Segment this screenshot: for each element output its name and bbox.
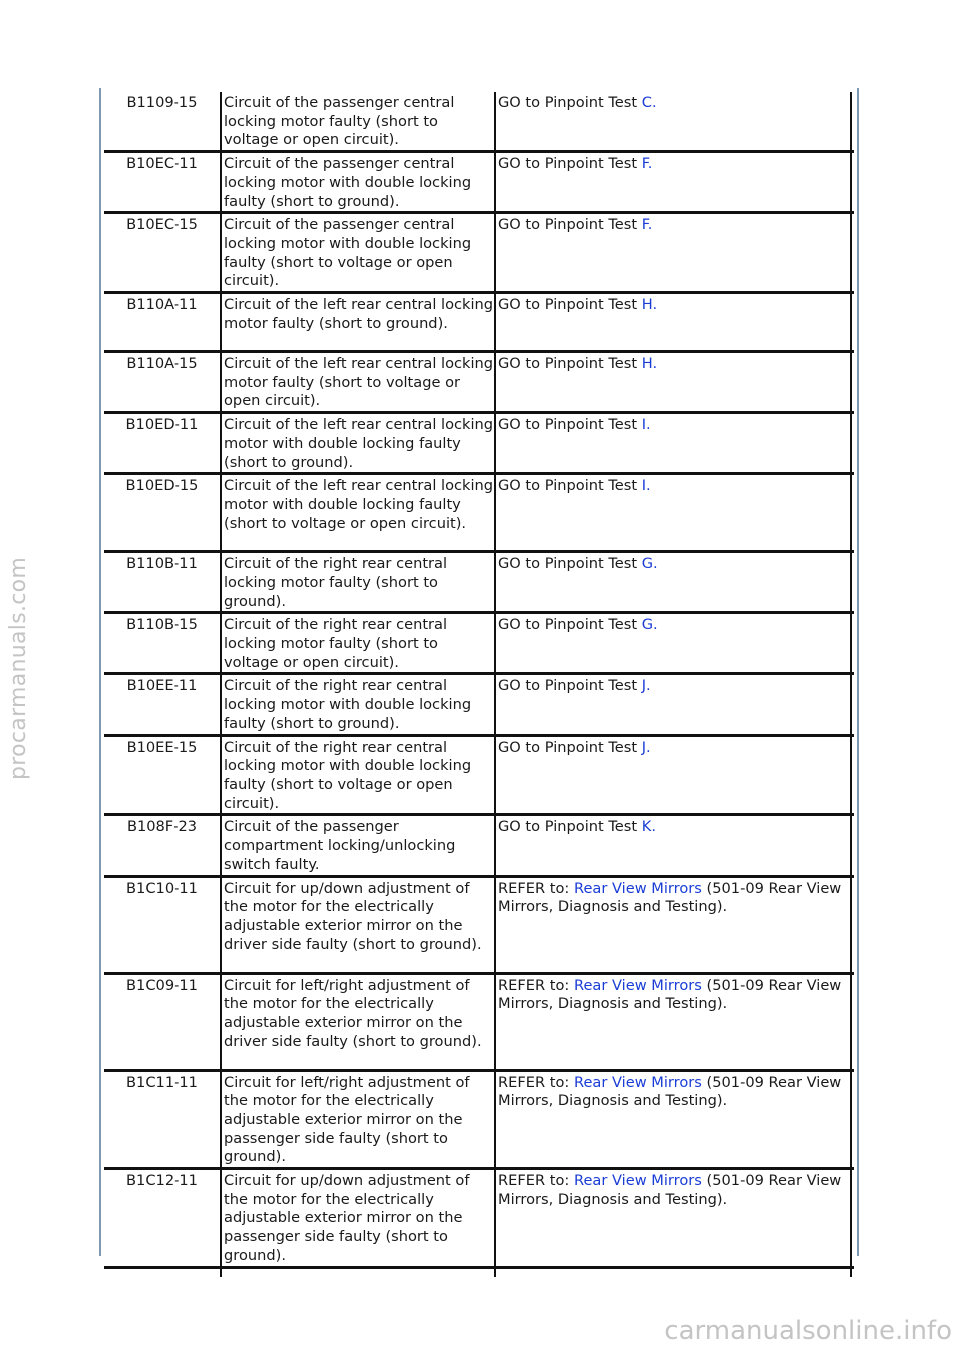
dtc-action (495, 413, 851, 474)
dtc-code: B1C10-11 (104, 876, 221, 973)
dtc-row (104, 674, 854, 735)
dtc-description: Circuit of the right rear central locking motor faulty (short to ground). (221, 552, 495, 613)
dtc-description: Circuit of the left rear central locking motor with double locking faulty (short to ground). (221, 413, 495, 474)
dtc-action (495, 1169, 851, 1268)
tail-cell (495, 1267, 851, 1277)
page-frame-right (857, 88, 859, 1256)
dtc-row (104, 735, 854, 815)
dtc-description: Circuit of the left rear central locking motor faulty (short to ground). (221, 293, 495, 352)
dtc-action (495, 674, 851, 735)
dtc-action (495, 213, 851, 293)
dtc-row (104, 973, 854, 1070)
action-text: REFER to: (498, 1172, 574, 1190)
dtc-row (104, 613, 854, 674)
pinpoint-test-link[interactable]: H. (641, 296, 658, 314)
dtc-row (104, 92, 854, 152)
row-right-border (851, 613, 854, 674)
row-right-border (851, 293, 854, 352)
dtc-code: B10EC-15 (104, 213, 221, 293)
action-text: GO to Pinpoint Test (498, 818, 642, 836)
dtc-code: B10EE-11 (104, 674, 221, 735)
dtc-code: B108F-23 (104, 815, 221, 876)
pinpoint-test-link[interactable]: I. (641, 477, 651, 495)
pinpoint-test-link[interactable]: Rear View Mirrors (573, 1073, 702, 1091)
row-right-border (851, 552, 854, 613)
dtc-action (495, 815, 851, 876)
dtc-action (495, 552, 851, 613)
action-text: REFER to: (498, 1073, 574, 1091)
dtc-code: B1109-15 (104, 92, 221, 152)
dtc-row (104, 1070, 854, 1169)
action-text-suffix: (501-09 Rear View Mirrors, Diagnosis and Testing). (498, 879, 842, 916)
dtc-row (104, 876, 854, 973)
action-text-suffix: (501-09 Rear View Mirrors, Diagnosis and Testing). (498, 1073, 842, 1110)
dtc-action (495, 735, 851, 815)
action-text: GO to Pinpoint Test (498, 216, 642, 234)
pinpoint-test-link[interactable]: K. (641, 818, 656, 836)
row-right-border (851, 474, 854, 552)
pinpoint-test-link[interactable]: J. (641, 677, 651, 695)
dtc-action (495, 92, 851, 152)
row-right-border (851, 352, 854, 413)
action-text: GO to Pinpoint Test (498, 477, 642, 495)
dtc-row (104, 815, 854, 876)
pinpoint-test-link[interactable]: Rear View Mirrors (573, 879, 702, 897)
row-right-border (851, 413, 854, 474)
dtc-description: Circuit for up/down adjustment of the motor for the electrically adjustable exterior mirror on the passenger side faulty (short to ground). (221, 1169, 495, 1268)
row-right-border (851, 735, 854, 815)
pinpoint-test-link[interactable]: F. (641, 216, 653, 234)
dtc-description: Circuit for up/down adjustment of the motor for the electrically adjustable exterior mirror on the driver side faulty (short to ground). (221, 876, 495, 973)
dtc-row (104, 552, 854, 613)
dtc-description: Circuit for left/right adjustment of the motor for the electrically adjustable exterior mirror on the passenger side faulty (short to ground). (221, 1070, 495, 1169)
dtc-description: Circuit of the left rear central locking motor with double locking faulty (short to voltage or open circuit). (221, 474, 495, 552)
dtc-code: B10EE-15 (104, 735, 221, 815)
dtc-description: Circuit of the right rear central locking motor with double locking faulty (short to voltage or open circuit). (221, 735, 495, 815)
pinpoint-test-link[interactable]: G. (641, 555, 658, 573)
pinpoint-test-link[interactable]: I. (641, 416, 651, 434)
dtc-action (495, 152, 851, 213)
dtc-description: Circuit of the passenger central locking motor with double locking faulty (short to voltage or open circuit). (221, 213, 495, 293)
row-right-border (851, 213, 854, 293)
pinpoint-test-link[interactable]: H. (641, 355, 658, 373)
dtc-code: B1C12-11 (104, 1169, 221, 1268)
pinpoint-test-link[interactable]: Rear View Mirrors (573, 1172, 702, 1190)
dtc-action (495, 613, 851, 674)
dtc-row (104, 413, 854, 474)
dtc-action (495, 1070, 851, 1169)
dtc-action (495, 474, 851, 552)
pinpoint-test-link[interactable]: F. (641, 155, 653, 173)
dtc-code: B110B-15 (104, 613, 221, 674)
dtc-description: Circuit of the passenger central locking motor with double locking faulty (short to ground). (221, 152, 495, 213)
row-right-border (851, 674, 854, 735)
dtc-description: Circuit of the right rear central locking motor with double locking faulty (short to ground). (221, 674, 495, 735)
action-text: GO to Pinpoint Test (498, 155, 642, 173)
action-text: GO to Pinpoint Test (498, 355, 642, 373)
action-text: GO to Pinpoint Test (498, 738, 642, 756)
dtc-row (104, 293, 854, 352)
row-right-border (851, 1070, 854, 1169)
action-text-suffix: (501-09 Rear View Mirrors, Diagnosis and Testing). (498, 1172, 842, 1208)
action-text-suffix: (501-09 Rear View Mirrors, Diagnosis and Testing). (498, 976, 842, 1013)
dtc-description: Circuit of the right rear central locking motor faulty (short to voltage or open circuit). (221, 613, 495, 674)
page-frame-left (99, 88, 101, 1256)
action-text: GO to Pinpoint Test (498, 296, 642, 314)
action-text: REFER to: (498, 976, 574, 994)
dtc-code: B1C09-11 (104, 973, 221, 1070)
pinpoint-test-link[interactable]: C. (641, 94, 657, 111)
row-right-border (851, 1169, 854, 1268)
row-right-border (851, 973, 854, 1070)
row-right-border (851, 92, 854, 152)
dtc-description: Circuit of the left rear central locking motor faulty (short to voltage or open circuit). (221, 352, 495, 413)
dtc-row (104, 352, 854, 413)
pinpoint-test-link[interactable]: Rear View Mirrors (573, 976, 702, 994)
dtc-description: Circuit of the passenger compartment locking/unlocking switch faulty. (221, 815, 495, 876)
tail-cell (851, 1267, 854, 1277)
tail-cell (221, 1267, 495, 1277)
row-right-border (851, 152, 854, 213)
dtc-code: B110A-15 (104, 352, 221, 413)
action-text: GO to Pinpoint Test (498, 416, 642, 434)
dtc-action (495, 293, 851, 352)
action-text: GO to Pinpoint Test (498, 677, 642, 695)
tail-cell (104, 1267, 221, 1277)
pinpoint-test-link[interactable]: J. (641, 738, 651, 756)
dtc-action (495, 973, 851, 1070)
dtc-code: B10ED-15 (104, 474, 221, 552)
action-text: GO to Pinpoint Test (498, 94, 642, 111)
dtc-description: Circuit of the passenger central locking motor faulty (short to voltage or open circuit). (221, 92, 495, 152)
dtc-code: B1C11-11 (104, 1070, 221, 1169)
dtc-code: B110A-11 (104, 293, 221, 352)
side-watermark: procarmanuals.com (6, 556, 31, 780)
action-text: GO to Pinpoint Test (498, 616, 642, 634)
dtc-table-body (104, 92, 854, 1277)
dtc-table (104, 92, 854, 1277)
bottom-watermark: carmanualsonline.info (664, 1316, 952, 1346)
dtc-row (104, 474, 854, 552)
dtc-row (104, 1169, 854, 1268)
row-right-border (851, 815, 854, 876)
dtc-action (495, 876, 851, 973)
action-text: REFER to: (498, 879, 574, 897)
row-right-border (851, 876, 854, 973)
dtc-code: B110B-11 (104, 552, 221, 613)
dtc-row (104, 152, 854, 213)
action-text: GO to Pinpoint Test (498, 555, 642, 573)
dtc-code: B10EC-11 (104, 152, 221, 213)
dtc-code: B10ED-11 (104, 413, 221, 474)
pinpoint-test-link[interactable]: G. (641, 616, 658, 634)
dtc-description: Circuit for left/right adjustment of the motor for the electrically adjustable exterior mirror on the driver side faulty (short to ground). (221, 973, 495, 1070)
dtc-row (104, 213, 854, 293)
dtc-action (495, 352, 851, 413)
table-tail (104, 1267, 854, 1277)
